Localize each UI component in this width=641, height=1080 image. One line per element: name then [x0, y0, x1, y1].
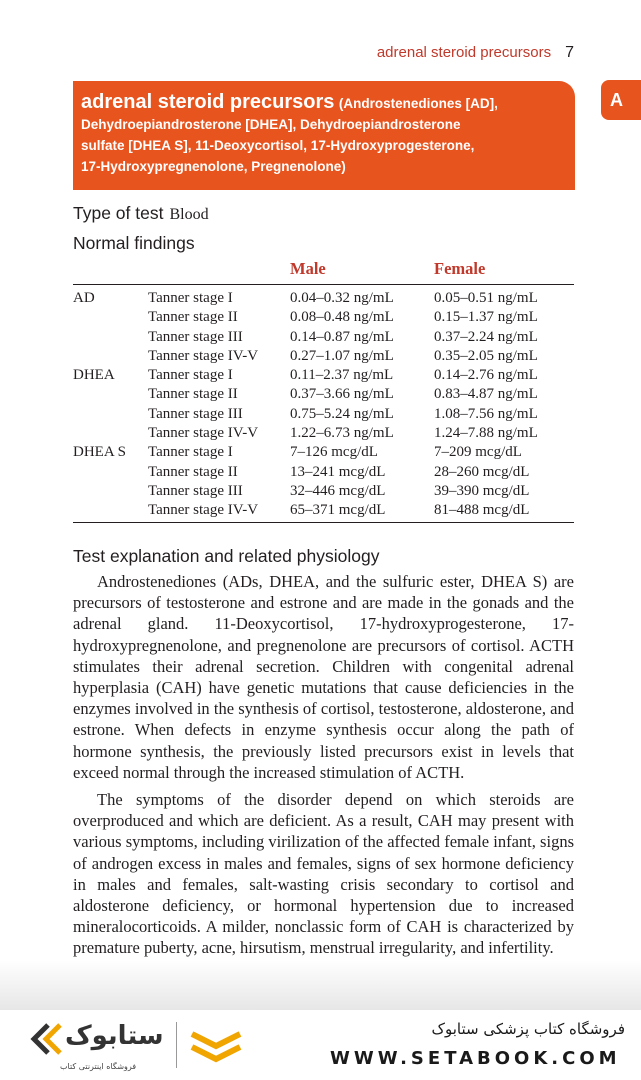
- column-header-female: Female: [434, 259, 486, 278]
- running-head-title: adrenal steroid precursors: [376, 44, 552, 61]
- explanation-paragraph-2: The symptoms of the disorder depend on which steroids are overproduced and which are deficient. As a result, CAH may present with various symptoms, including virilization of the affected female infant, signs of androgen excess in males and females, signs of sex hormone deficiency in males and females, salt-wasting crisis secondary to cortisol and aldosterone deficiency, or hormonal hypertension due to increased mineralocorticoids. A milder, nonclassic form of CAH is characterized by premature puberty, acne, hirsutism, menstrual irregularity, and infertility.: [73, 790, 574, 958]
- analyte-cell: [73, 405, 148, 424]
- column-header-male: Male: [290, 259, 326, 278]
- male-range-cell: 7–126 mcg/dL: [290, 444, 378, 461]
- male-range-cell: 0.11–2.37 ng/mL: [290, 367, 394, 384]
- tanner-stage-cell: Tanner stage III: [148, 482, 243, 499]
- store-name: فروشگاه کتاب پزشکی ستابوک: [431, 1020, 625, 1038]
- table-row: [73, 347, 574, 366]
- male-range-cell: 0.27–1.07 ng/mL: [290, 347, 394, 364]
- chevron-logo-icon: [28, 1022, 64, 1061]
- male-range-cell: 0.14–0.87 ng/mL: [290, 328, 394, 345]
- analyte-cell: [73, 482, 148, 501]
- analyte-cell: [73, 424, 148, 443]
- logo-divider: [176, 1022, 177, 1068]
- analyte-cell: AD: [73, 290, 95, 306]
- female-range-cell: 0.37–2.24 ng/mL: [434, 328, 538, 345]
- table-row: [73, 463, 574, 482]
- female-range-cell: 39–390 mcg/dL: [434, 482, 530, 499]
- tanner-stage-cell: Tanner stage III: [148, 328, 243, 345]
- explanation-text: [73, 571, 574, 965]
- female-range-cell: 0.15–1.37 ng/mL: [434, 309, 538, 326]
- table-row: [73, 424, 574, 443]
- page-number: 7: [565, 44, 574, 61]
- male-range-cell: 0.37–3.66 ng/mL: [290, 386, 394, 403]
- entry-title-box: [73, 81, 575, 190]
- table-row: [73, 405, 574, 424]
- table-row: [73, 443, 574, 462]
- tanner-stage-cell: Tanner stage IV-V: [148, 347, 259, 364]
- entry-title-line: [81, 91, 568, 114]
- analyte-cell: [73, 385, 148, 404]
- tanner-stage-cell: Tanner stage II: [148, 309, 238, 326]
- explanation-paragraph-1: Androstenediones (ADs, DHEA, and the sulfuric ester, DHEA S) are precursors of testosterone and estrone and are made in the gonads and the adrenal gland. 11-Deoxycortisol, 17-hydroxyprogesterone, 17-hydroxypregnenolone, and pregnenolone are precursors of cortisol. ACTH stimulates their adrenal secretion. Children with congenital adrenal hyperplasia (CAH) have genetic mutations that cause deficiencies in the enzymes involved in the synthesis of cortisol, testosterone, aldosterone, and estrone. When defects in enzyme synthesis occur along the path of hormone synthesis, the previously listed precursors exist in levels that exceed normal through the increased stimulation of ACTH.: [73, 572, 574, 782]
- male-range-cell: 0.08–0.48 ng/mL: [290, 309, 394, 326]
- tanner-stage-cell: Tanner stage II: [148, 386, 238, 403]
- store-url[interactable]: WWW.SETABOOK.COM: [330, 1048, 621, 1069]
- female-range-cell: 0.14–2.76 ng/mL: [434, 367, 538, 384]
- tanner-stage-cell: Tanner stage IV-V: [148, 502, 259, 519]
- entry-subtitle-2: Dehydroepiandrosterone [DHEA], Dehydroepiandrosterone: [81, 117, 461, 132]
- female-range-cell: 1.24–7.88 ng/mL: [434, 425, 538, 442]
- table-row: [73, 366, 574, 385]
- entry-subtitle-3: sulfate [DHEA S], 11-Deoxycortisol, 17-Hydroxyprogesterone,: [81, 138, 475, 153]
- tanner-stage-cell: Tanner stage I: [148, 444, 233, 461]
- logo-tagline: فروشگاه اینترنتی کتاب: [60, 1062, 137, 1071]
- entry-title: adrenal steroid precursors: [81, 91, 335, 113]
- analyte-cell: [73, 347, 148, 366]
- normal-findings-heading: Normal findings: [73, 233, 195, 253]
- analyte-cell: [73, 501, 148, 520]
- table-row: [73, 289, 574, 308]
- type-of-test-value: Blood: [169, 206, 209, 223]
- table-row: [73, 308, 574, 327]
- table-bottom-rule: [73, 522, 574, 523]
- female-range-cell: 0.35–2.05 ng/mL: [434, 347, 538, 364]
- book-stack-icon: [188, 1030, 244, 1069]
- thumb-index-tab[interactable]: A: [601, 80, 641, 120]
- analyte-cell: DHEA: [73, 367, 115, 384]
- analyte-cell: [73, 463, 148, 482]
- male-range-cell: 13–241 mcg/dL: [290, 463, 386, 480]
- page-fade-overlay: [0, 960, 641, 1012]
- analyte-cell: [73, 308, 148, 327]
- explanation-heading: Test explanation and related physiology: [73, 546, 380, 566]
- female-range-cell: 81–488 mcg/dL: [434, 502, 530, 519]
- table-row: [73, 328, 574, 347]
- analyte-cell: DHEA S: [73, 444, 126, 461]
- tanner-stage-cell: Tanner stage I: [148, 290, 233, 306]
- tanner-stage-cell: Tanner stage II: [148, 463, 238, 480]
- female-range-cell: 7–209 mcg/dL: [434, 444, 522, 461]
- entry-subtitle-4: 17-Hydroxypregnenolone, Pregnenolone): [81, 159, 346, 174]
- female-range-cell: 28–260 mcg/dL: [434, 463, 530, 480]
- tanner-stage-cell: Tanner stage III: [148, 405, 243, 422]
- normal-findings-table: [73, 289, 574, 521]
- table-row: [73, 385, 574, 404]
- female-range-cell: 1.08–7.56 ng/mL: [434, 405, 538, 422]
- male-range-cell: 65–371 mcg/dL: [290, 502, 386, 519]
- running-head: [300, 44, 574, 62]
- male-range-cell: 32–446 mcg/dL: [290, 482, 386, 499]
- female-range-cell: 0.05–0.51 ng/mL: [434, 290, 538, 306]
- tanner-stage-cell: Tanner stage IV-V: [148, 425, 259, 442]
- table-row: [73, 501, 574, 520]
- table-row: [73, 482, 574, 501]
- entry-subtitle-1: (Androstenediones [AD],: [338, 96, 498, 111]
- logo-wordmark: ستابوک: [65, 1021, 164, 1051]
- male-range-cell: 0.75–5.24 ng/mL: [290, 405, 394, 422]
- analyte-cell: [73, 328, 148, 347]
- male-range-cell: 1.22–6.73 ng/mL: [290, 425, 394, 442]
- male-range-cell: 0.04–0.32 ng/mL: [290, 290, 394, 306]
- type-of-test: [73, 203, 209, 224]
- tanner-stage-cell: Tanner stage I: [148, 367, 233, 384]
- table-header-rule: [73, 284, 574, 285]
- female-range-cell: 0.83–4.87 ng/mL: [434, 386, 538, 403]
- type-of-test-label: Type of test: [73, 203, 164, 223]
